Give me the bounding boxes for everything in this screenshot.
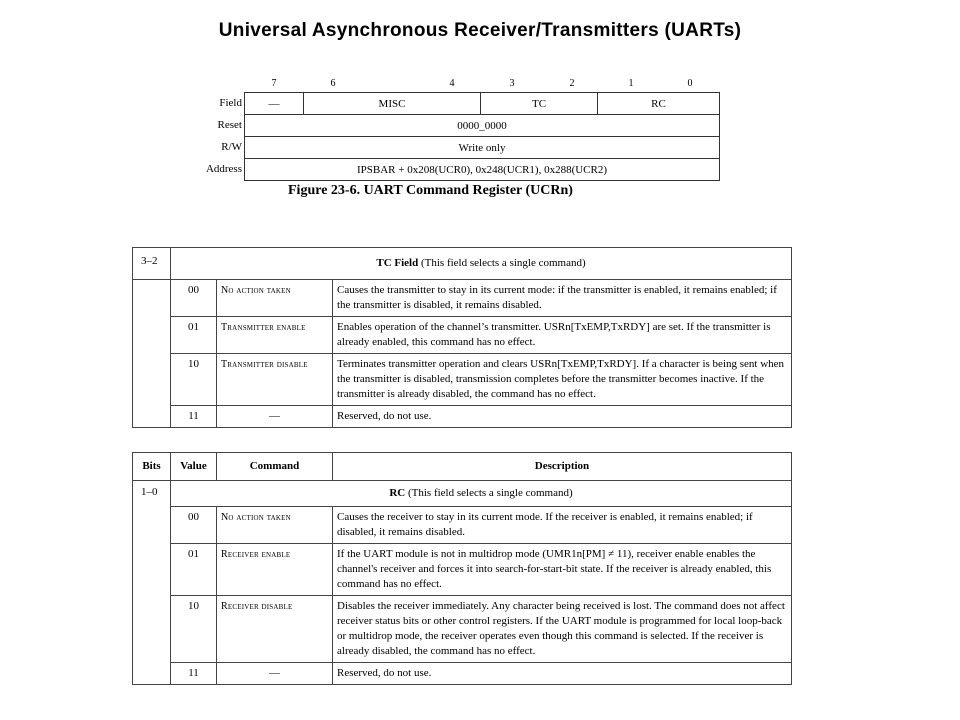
rc-heading-text: (This field selects a single command) [405,487,573,499]
field-rc: RC [598,93,720,115]
tc-field-table [132,247,792,428]
bit-number: 1 [628,78,634,89]
register-table [244,92,720,181]
table-row [133,544,792,596]
command-cell: No action taken [217,507,333,544]
value-cell: 01 [171,544,217,596]
table-row [133,663,792,685]
command-cell: Transmitter enable [217,317,333,354]
bit-number: 6 [330,78,336,89]
table-header-row [133,453,792,481]
field-reserved: — [245,93,304,115]
description-cell: Causes the receiver to stay in its current mode. If the receiver is enabled, it remains enabled; if disabled, it remains disabled. [333,507,792,544]
table-row [133,317,792,354]
description-cell: Causes the transmitter to stay in its current mode: if the transmitter is enabled, it remains enabled; if the transmitter is disabled, it remains disabled. [333,280,792,317]
bits-spacer [133,280,171,428]
rw-value: Write only [245,137,720,159]
description-cell: If the UART module is not in multidrop mode (UMR1n[PM] ≠ 11), receiver enable enables the channel's receiver and forces it into search-for-start-bit state. If the receiver is already enabled, this command has no effect. [333,544,792,596]
header-command: Command [217,453,333,481]
command-cell: — [217,663,333,685]
description-cell: Reserved, do not use. [333,663,792,685]
value-cell: 10 [171,596,217,663]
bit-number-row [200,78,724,92]
field-tc: TC [481,93,598,115]
row-label-reset: Reset [217,119,242,131]
value-cell: 11 [171,663,217,685]
command-cell: Receiver disable [217,596,333,663]
header-description: Description [333,453,792,481]
table-row [133,406,792,428]
register-row-labels [200,92,242,180]
rc-field-table [132,452,792,685]
header-bits: Bits [133,453,171,481]
table-row [133,354,792,406]
value-cell: 01 [171,317,217,354]
command-cell: — [217,406,333,428]
row-label-field: Field [219,97,242,109]
value-cell: 11 [171,406,217,428]
description-cell: Reserved, do not use. [333,406,792,428]
command-cell: Receiver enable [217,544,333,596]
rc-heading [171,481,792,507]
header-value: Value [171,453,217,481]
value-cell: 00 [171,507,217,544]
bit-number: 2 [569,78,575,89]
rc-bits: 1–0 [133,481,171,685]
tc-heading-text: (This field selects a single command) [418,257,586,269]
row-label-address: Address [205,163,242,175]
address-value: IPSBAR + 0x208(UCR0), 0x248(UCR1), 0x288(UCR2) [245,159,720,181]
tc-heading-bold: TC Field [376,257,419,269]
row-label-rw: R/W [221,141,242,153]
table-row [133,596,792,663]
table-row [133,507,792,544]
rc-heading-bold: RC [389,487,406,499]
value-cell: 10 [171,354,217,406]
description-cell: Enables operation of the channel’s transmitter. USRn[TxEMP,TxRDY] are set. If the transmitter is already enabled, this command has no effect. [333,317,792,354]
bit-number: 7 [271,78,277,89]
bit-number: 3 [509,78,515,89]
figure-caption: Figure 23-6. UART Command Register (UCRn) [288,183,573,198]
command-cell: No action taken [217,280,333,317]
tc-bits: 3–2 [133,248,171,280]
value-cell: 00 [171,280,217,317]
bit-number: 0 [687,78,693,89]
register-diagram [200,78,724,181]
field-misc: MISC [304,93,481,115]
slide-title: Universal Asynchronous Receiver/Transmitters (UARTs) [218,20,742,41]
description-cell: Terminates transmitter operation and clears USRn[TxEMP,TxRDY]. If a character is being sent when the transmitter is disabled, transmission completes before the transmitter becomes inactive. If the transmitter is already disabled, the command has no effect. [333,354,792,406]
command-cell: Transmitter disable [217,354,333,406]
reset-value: 0000_0000 [245,115,720,137]
description-cell: Disables the receiver immediately. Any character being received is lost. The command does not affect receiver status bits or other control registers. If the UART module is programmed for local loop-back or multidrop mode, the receiver operates even though this command is selected. If the receiver is already disabled, the command has no effect. [333,596,792,663]
table-row [133,280,792,317]
bit-number: 4 [449,78,455,89]
tc-heading [171,248,792,280]
